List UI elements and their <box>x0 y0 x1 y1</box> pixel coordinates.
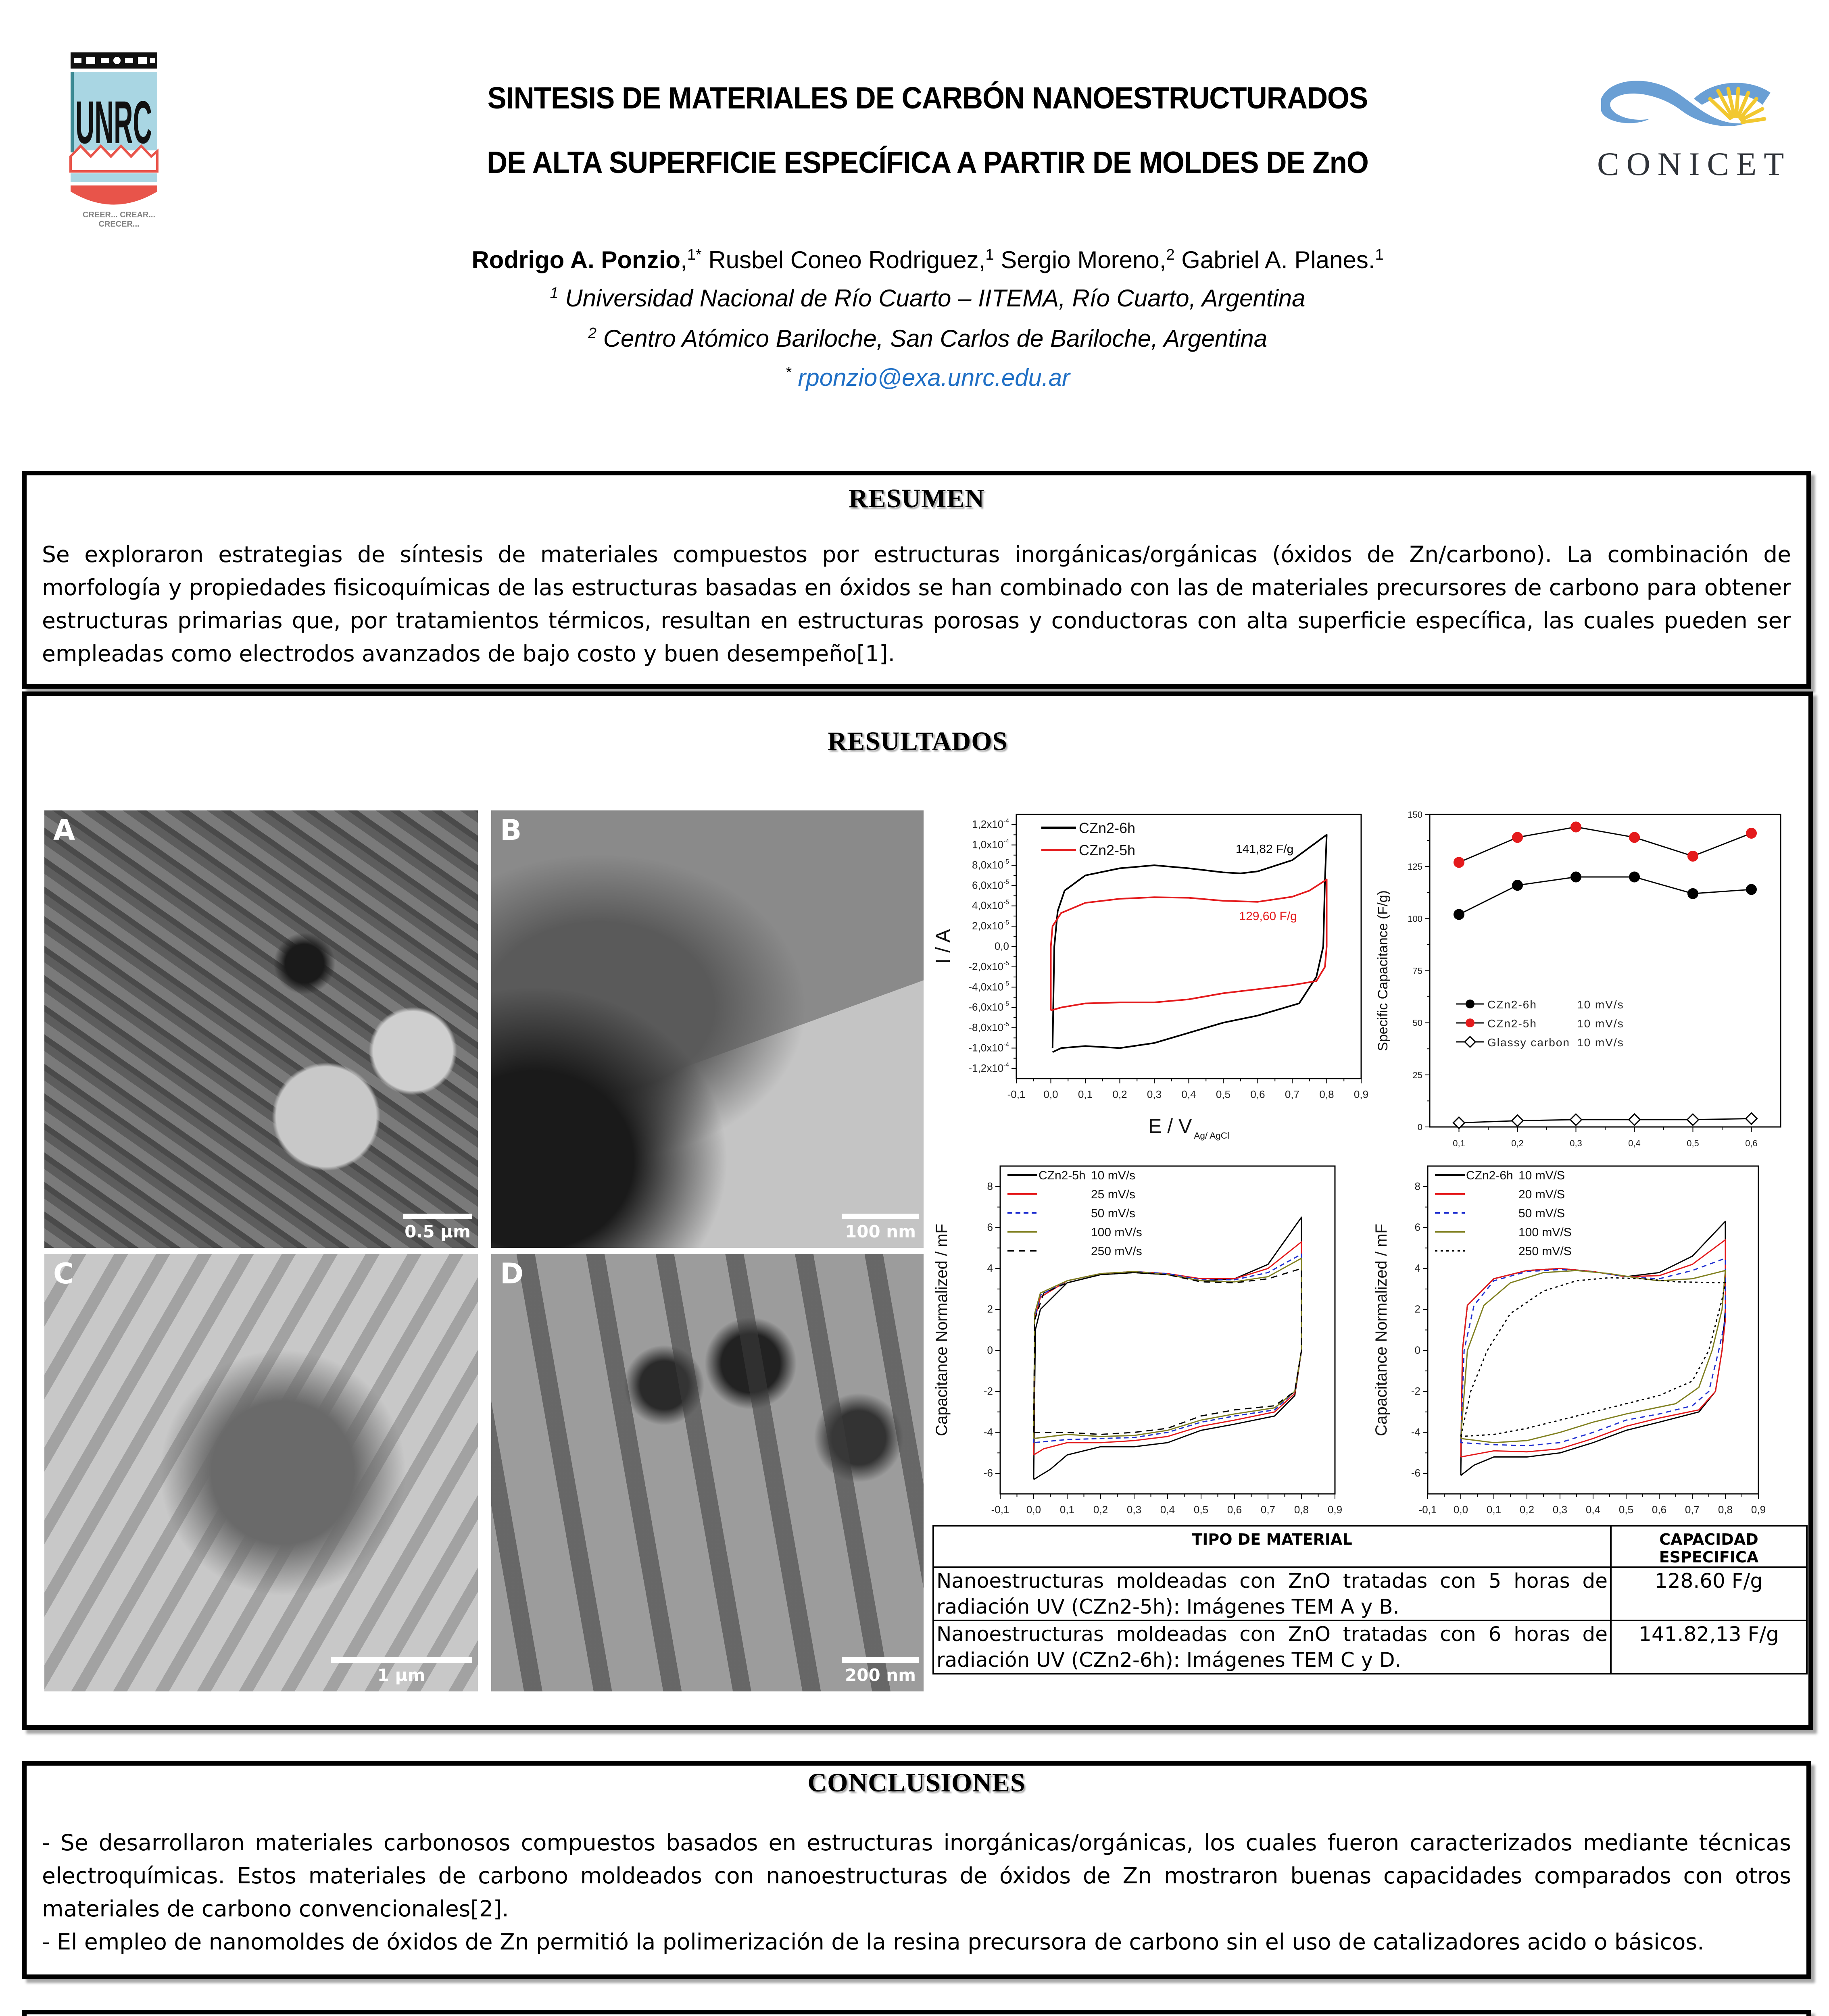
tem-label: C <box>53 1257 74 1290</box>
tem-label: A <box>53 814 75 847</box>
x-tick-label: 0,8 <box>1319 1088 1334 1100</box>
chart-annotation: 141,82 F/g <box>1235 842 1294 856</box>
y-tick-label: 100 <box>1408 914 1422 924</box>
x-axis-title: E / V $_{Ag/ AgCl}$ <box>1148 1115 1229 1141</box>
data-point <box>1746 1113 1757 1124</box>
affil-text: Universidad Nacional de Río Cuarto – IITEMA, Río Cuarto, Argentina <box>565 285 1306 312</box>
y-tick-label: 6 <box>1414 1221 1420 1233</box>
x-tick-label: 0,1 <box>1078 1088 1093 1100</box>
data-point <box>1687 1114 1699 1125</box>
author-affil-mark: 1* <box>687 246 702 263</box>
y-tick-exponent: -4 <box>1003 1041 1009 1048</box>
x-axis-subscript: Ag/ AgCl <box>1192 1131 1229 1141</box>
affiliation-2 <box>242 325 1613 352</box>
y-tick-exponent: -4 <box>1003 838 1009 845</box>
y-tick-label: 0 <box>987 1344 993 1356</box>
unrc-shield-icon <box>69 52 169 222</box>
x-tick-label: 0,0 <box>1043 1088 1058 1100</box>
tem-image-a <box>44 810 478 1248</box>
conicet-logo-text: CONICET <box>1597 146 1791 182</box>
data-point <box>1570 1114 1582 1125</box>
material-cell: Nanoestructuras moldeadas con ZnO tratadas con 6 horas de radiación UV (CZn2-6h): Imágenes TEM C y D. <box>933 1620 1611 1674</box>
y-tick-label: $-4,0x10^{-5}$ <box>968 980 1009 993</box>
resumen-body <box>42 538 1791 670</box>
x-tick-label: 0,3 <box>1147 1088 1162 1100</box>
x-tick-label: 0,2 <box>1519 1504 1535 1516</box>
data-point <box>1454 909 1464 920</box>
x-tick-label: 0,9 <box>1751 1504 1766 1516</box>
x-tick-label: 0,6 <box>1227 1504 1242 1516</box>
tem-label: B <box>500 814 522 847</box>
x-tick-label: 0,4 <box>1585 1504 1601 1516</box>
x-tick-label: 0,7 <box>1285 1088 1300 1100</box>
y-tick-exponent: -5 <box>1003 858 1009 865</box>
affil-number: 1 <box>550 285 559 302</box>
chart-specific-capacitance <box>1371 804 1807 1155</box>
x-tick-label: -0,1 <box>1418 1504 1437 1516</box>
y-axis-title: I / A <box>932 929 954 964</box>
series-line-czn2-6h <box>1053 835 1327 1052</box>
scale-bar-label: 1 µm <box>377 1665 425 1685</box>
data-point <box>1746 884 1757 895</box>
series-line <box>1461 1270 1725 1443</box>
legend-rate: 10 mV/s <box>1577 998 1624 1011</box>
y-tick-label: $1,2x10^{-4}$ <box>972 818 1009 831</box>
scale-bar-label: 0.5 µm <box>405 1222 471 1241</box>
affiliation-1 <box>242 284 1613 312</box>
legend-rate: 10 mV/s <box>1577 1036 1624 1049</box>
chart-cv-comparison <box>932 804 1371 1155</box>
legend-marker <box>1465 1037 1475 1047</box>
x-tick-label: 0,6 <box>1745 1138 1758 1148</box>
scale-bar <box>403 1214 472 1219</box>
results-table <box>932 1525 1808 1674</box>
x-tick-label: 0,5 <box>1687 1138 1699 1148</box>
y-tick-label: $2,0x10^{-5}$ <box>972 919 1009 932</box>
unrc-logo <box>69 52 169 229</box>
data-point <box>1688 851 1698 861</box>
x-tick-label: 0,0 <box>1026 1504 1041 1516</box>
plot-frame <box>1000 1166 1335 1494</box>
x-tick-label: 0,3 <box>1126 1504 1142 1516</box>
y-tick-label: 6 <box>987 1221 993 1233</box>
table-header-row <box>933 1526 1807 1567</box>
y-tick-label: 8 <box>1414 1180 1420 1192</box>
tem-label: D <box>500 1257 524 1290</box>
series-line-czn2-5h <box>1051 879 1327 1010</box>
y-tick-exponent: -5 <box>1003 1021 1009 1028</box>
legend-label: 250 mV/S <box>1518 1245 1572 1258</box>
resultados-heading: RESULTADOS <box>827 727 1008 756</box>
legend-prefix: CZn2-6h <box>1466 1169 1513 1182</box>
series-line-czn2-5h <box>1459 827 1752 862</box>
y-tick-label: $8,0x10^{-5}$ <box>972 858 1009 871</box>
x-tick-label: 0,5 <box>1216 1088 1231 1100</box>
legend-label: 10 mV/S <box>1518 1169 1565 1182</box>
legend-label: 50 mV/s <box>1091 1207 1136 1220</box>
data-point <box>1571 872 1581 882</box>
y-tick-label: 0 <box>1414 1344 1420 1356</box>
x-tick-label: 0,2 <box>1511 1138 1524 1148</box>
scale-bar <box>842 1657 919 1663</box>
plot-frame <box>1016 814 1361 1079</box>
x-tick-label: 0,0 <box>1453 1504 1468 1516</box>
y-tick-exponent: -5 <box>1003 980 1009 987</box>
data-point <box>1629 872 1640 882</box>
y-tick-label: 0,0 <box>994 940 1009 952</box>
series-line-czn2-6h <box>1459 877 1752 914</box>
legend-label: 50 mV/S <box>1518 1207 1565 1220</box>
x-tick-label: 0,4 <box>1628 1138 1641 1148</box>
x-tick-label: 0,7 <box>1685 1504 1700 1516</box>
x-tick-label: -0,1 <box>991 1504 1009 1516</box>
legend-prefix: CZn2-5h <box>1039 1169 1086 1182</box>
author: Sergio Moreno <box>1001 246 1160 273</box>
y-tick-label: 4 <box>1414 1262 1420 1275</box>
x-tick-label: 0,2 <box>1112 1088 1127 1100</box>
conicet-logo <box>1593 75 1791 183</box>
plot-frame <box>1430 814 1781 1127</box>
data-point <box>1454 857 1464 868</box>
y-tick-label: $-1,0x10^{-4}$ <box>968 1041 1009 1054</box>
x-tick-label: 0,5 <box>1193 1504 1209 1516</box>
capacity-cell: 141.82,13 F/g <box>1611 1620 1807 1674</box>
x-tick-label: 0,8 <box>1294 1504 1309 1516</box>
y-tick-exponent: -5 <box>1003 899 1009 906</box>
unrc-logo-text: UNRC <box>75 88 152 156</box>
y-tick-label: 4 <box>987 1262 993 1275</box>
series-line <box>1034 1217 1301 1479</box>
y-tick-exponent: -4 <box>1003 818 1009 825</box>
chart-cv-scan-rates-5h <box>932 1161 1371 1516</box>
y-tick-exponent: -5 <box>1003 960 1009 967</box>
y-tick-label: 25 <box>1412 1070 1422 1080</box>
conclusiones-heading: CONCLUSIONES <box>807 1768 1026 1797</box>
y-tick-label: $4,0x10^{-5}$ <box>972 899 1009 912</box>
legend-marker <box>1466 1018 1474 1027</box>
y-tick-label: $-2,0x10^{-5}$ <box>968 960 1009 973</box>
author-affil-mark: 1 <box>1375 246 1384 263</box>
x-tick-label: 0,9 <box>1354 1088 1369 1100</box>
affil-number: 2 <box>588 325 597 342</box>
y-tick-label: 125 <box>1408 862 1422 872</box>
x-tick-label: 0,3 <box>1552 1504 1568 1516</box>
author: Rusbel Coneo Rodriguez <box>708 246 979 273</box>
data-point <box>1629 1114 1640 1125</box>
legend-label: CZn2-6h <box>1487 998 1537 1011</box>
y-tick-label: 75 <box>1412 966 1422 976</box>
data-point <box>1512 880 1523 891</box>
legend-label: 25 mV/s <box>1091 1188 1136 1201</box>
series-line <box>1461 1221 1725 1475</box>
y-tick-label: -2 <box>1411 1385 1420 1397</box>
y-tick-label: 2 <box>987 1303 993 1315</box>
y-tick-label: -4 <box>983 1426 993 1438</box>
column-header-capacity: CAPACIDAD ESPECIFICA <box>1611 1526 1807 1567</box>
tem-image-b <box>491 810 924 1248</box>
y-tick-label: 150 <box>1408 810 1422 820</box>
chart-cv-scan-rates-6h <box>1371 1161 1807 1516</box>
y-tick-label: -4 <box>1411 1426 1420 1438</box>
legend-label: 100 mV/s <box>1091 1226 1142 1239</box>
scale-bar-label: 200 nm <box>845 1665 916 1685</box>
x-tick-label: 0,9 <box>1327 1504 1343 1516</box>
data-point <box>1512 1115 1523 1127</box>
y-axis-title: Specific Capacitance (F/g) <box>1375 890 1391 1051</box>
x-tick-label: 0,1 <box>1059 1504 1075 1516</box>
legend-label: 20 mV/S <box>1518 1188 1565 1201</box>
x-tick-label: 0,3 <box>1570 1138 1582 1148</box>
author: Gabriel A. Planes. <box>1181 246 1375 273</box>
x-tick-label: 0,5 <box>1618 1504 1634 1516</box>
y-tick-label: $6,0x10^{-5}$ <box>972 879 1009 891</box>
y-tick-label: $-6,0x10^{-5}$ <box>968 1000 1009 1013</box>
material-cell: Nanoestructuras moldeadas con ZnO tratadas con 5 horas de radiación UV (CZn2-5h): Imágenes TEM A y B. <box>933 1567 1611 1620</box>
y-tick-label: $-8,0x10^{-5}$ <box>968 1021 1009 1034</box>
y-tick-label: -6 <box>1411 1467 1420 1479</box>
data-point <box>1512 832 1523 843</box>
x-tick-label: 0,8 <box>1718 1504 1733 1516</box>
legend-label: CZn2-5h <box>1487 1017 1537 1030</box>
y-axis-title: Capacitance Normalized / mF <box>933 1224 951 1436</box>
author-list: Rodrigo A. Ponzio,$^{1*}$ Rusbel Coneo Rodriguez,$^1$ Sergio Moreno,$^2$ Gabriel A. Planes.$^1$ <box>471 246 1384 273</box>
x-tick-label: 0,4 <box>1160 1504 1175 1516</box>
table-row <box>933 1620 1807 1674</box>
x-tick-label: 0,6 <box>1250 1088 1265 1100</box>
conclusiones-body <box>42 1826 1791 1958</box>
legend-label: 100 mV/S <box>1518 1226 1572 1239</box>
y-axis-title: Capacitance Normalized / mF <box>1372 1224 1390 1436</box>
x-tick-label: 0,1 <box>1453 1138 1465 1148</box>
x-tick-label: 0,7 <box>1260 1504 1276 1516</box>
referencias-section <box>22 2010 1811 2016</box>
chart-annotation: 129,60 F/g <box>1239 910 1297 923</box>
data-point <box>1571 822 1581 832</box>
legend-marker <box>1466 1000 1474 1008</box>
series-line-glassy-carbon <box>1459 1118 1752 1123</box>
data-point <box>1629 832 1640 843</box>
unrc-motto: CREER... CREAR... CRECER... <box>82 210 156 229</box>
legend-label: 250 mV/s <box>1091 1245 1142 1258</box>
y-tick-exponent: -4 <box>1003 1061 1009 1068</box>
contact-email <box>242 364 1613 392</box>
table-row <box>933 1567 1807 1620</box>
tem-image-c <box>44 1254 478 1691</box>
author: Rodrigo A. Ponzio <box>471 246 681 273</box>
y-tick-label: $1,0x10^{-4}$ <box>972 838 1009 851</box>
y-tick-exponent: -5 <box>1003 879 1009 886</box>
tem-image-d <box>491 1254 924 1691</box>
x-tick-label: 0,4 <box>1181 1088 1196 1100</box>
scale-bar <box>842 1214 919 1219</box>
y-tick-label: 50 <box>1412 1018 1422 1028</box>
y-tick-label: $-1,2x10^{-4}$ <box>968 1061 1009 1074</box>
y-tick-exponent: -5 <box>1003 1000 1009 1008</box>
legend-label: 10 mV/s <box>1091 1169 1136 1182</box>
email-asterisk: * <box>785 364 791 381</box>
x-tick-label: -0,1 <box>1007 1088 1026 1100</box>
affil-text: Centro Atómico Bariloche, San Carlos de Bariloche, Argentina <box>603 325 1268 352</box>
legend-label: CZn2-5h <box>1079 842 1136 858</box>
x-tick-label: 0,1 <box>1486 1504 1502 1516</box>
legend-label: CZn2-6h <box>1079 820 1136 836</box>
x-tick-label: 0,2 <box>1093 1504 1108 1516</box>
y-tick-label: -2 <box>983 1385 993 1397</box>
y-tick-exponent: -5 <box>1003 919 1009 927</box>
y-tick-label: 0 <box>1417 1122 1422 1132</box>
resumen-section <box>22 471 1811 689</box>
plot-frame <box>1428 1166 1758 1494</box>
y-tick-label: 2 <box>1414 1303 1420 1315</box>
conclusiones-section <box>22 1761 1811 1979</box>
author-affil-mark: 2 <box>1166 246 1175 263</box>
conclusion-paragraph: - Se desarrollaron materiales carbonosos compuestos basados en estructuras inorgánicas/orgánicas, los cuales fueron caracterizados mediante técnicas electroquímicas. Estos materiales de carbono moldeados con nanoestructuras de óxidos de Zn mostraron buenas capacidades comparados con otros materiales de carbono convencionales[2]. <box>42 1830 1791 1922</box>
column-header-material: TIPO DE MATERIAL <box>933 1526 1611 1567</box>
conicet-infinity-icon <box>1593 75 1787 139</box>
resumen-paragraph: Se exploraron estrategias de síntesis de materiales compuestos por estructuras inorgánicas/orgánicas (óxidos de Zn/carbono). La combinación de morfología y propiedades fisicoquímicas de las estructuras basadas en óxidos se han combinado con las de materiales precursores de carbono para obtener estructuras primarias que, por tratamientos térmicos, resultan en estructuras porosas y conductoras con alta superficie específica, las cuales pueden ser empleadas como electrodos avanzados de bajo costo y buen desempeño[1]. <box>42 541 1791 666</box>
scale-bar-label: 100 nm <box>845 1222 916 1241</box>
data-point <box>1746 828 1757 839</box>
email-link[interactable]: rponzio@exa.unrc.edu.ar <box>798 364 1070 391</box>
y-tick-label: 8 <box>987 1180 993 1192</box>
conclusion-paragraph: - El empleo de nanomoldes de óxidos de Zn permitió la polimerización de la resina precursora de carbono sin el uso de catalizadores acido o básicos. <box>42 1929 1704 1955</box>
author-affil-mark: 1 <box>985 246 994 263</box>
resumen-heading: RESUMEN <box>848 484 985 513</box>
data-point <box>1688 888 1698 899</box>
scale-bar <box>331 1657 472 1663</box>
legend-rate: 10 mV/s <box>1577 1017 1624 1030</box>
poster-title-line-1: SINTESIS DE MATERIALES DE CARBÓN NANOESTRUCTURADOS <box>487 81 1368 115</box>
poster-title-line-2: DE ALTA SUPERFICIE ESPECÍFICA A PARTIR DE MOLDES DE ZnO <box>487 146 1368 180</box>
series-line <box>1461 1258 1725 1446</box>
legend-label: Glassy carbon <box>1487 1036 1570 1049</box>
y-tick-label: -6 <box>983 1467 993 1479</box>
x-tick-label: 0,6 <box>1652 1504 1667 1516</box>
capacity-cell: 128.60 F/g <box>1611 1567 1807 1620</box>
